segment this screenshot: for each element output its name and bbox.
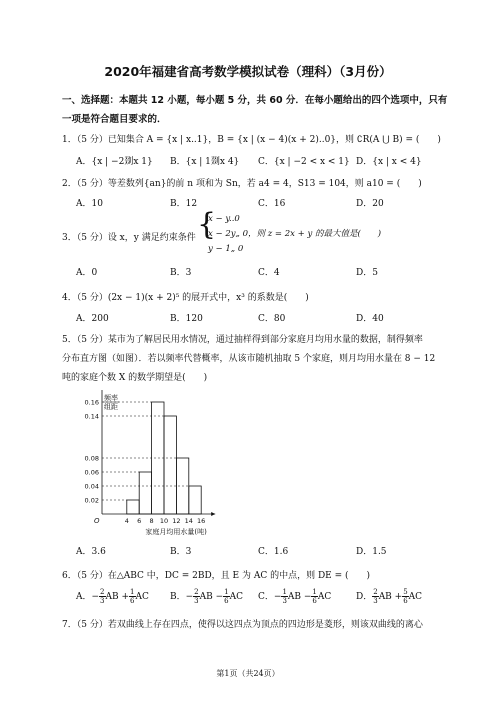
question-3: 3．（5 分）设 x，y 满足约束条件 (62, 233, 196, 243)
section-heading-line2: 一项是符合题目要求的． (62, 114, 167, 125)
q5-option-b: B．3 (170, 547, 192, 557)
q6-option-a: A．− $\frac{2}{3}$ AB + $\frac{1}{6}$ AC (76, 588, 149, 605)
q6-option-d: D． $\frac{2}{3}$ AB + $\frac{5}{6}$ AC (356, 588, 423, 605)
frequency-histogram (72, 390, 232, 540)
q1-option-d: D．{x | x < 4} (356, 157, 422, 167)
q5-option-a: A．3.6 (76, 547, 106, 557)
question-2: 2．（5 分）等差数列{an}的前 n 项和为 Sn，若 a4 = 4，S13 = 104，则 a10 = ( ) (62, 179, 422, 189)
question-5-line1: 5．（5 分）某市为了解居民用水情况，通过抽样得到部分家庭月均用水量的数据，制得频率 (62, 335, 423, 345)
y-axis-label-bottom: 组距 (104, 403, 118, 411)
x-axis-label: 家庭月均用水量(吨) (145, 528, 207, 536)
question-7: 7．（5 分）若双曲线上存在四点，使得以这四点为顶点的四边形是菱形，则该双曲线的离心 (62, 620, 423, 630)
q3-option-b: B．3 (170, 268, 192, 278)
paper-title: 2020年福建省高考数学模拟试卷（理科）（3月份） (104, 64, 392, 79)
q4-option-b: B．120 (170, 314, 203, 324)
y-tick-label: 0.06 (84, 468, 99, 477)
question-1: 1．（5 分）已知集合 A = {x | x..1}，B = {x | (x − 4)(x + 2)..0}，则 ∁R(A ⋃ B) = ( ) (62, 135, 441, 145)
constraint-1: x − y..0 (208, 214, 240, 224)
y-tick-label: 0.02 (84, 496, 99, 505)
histogram-bar (127, 500, 139, 514)
question-5-line3: 吨的家庭个数 X 的数学期望是( ) (62, 373, 208, 383)
x-tick-label: 4 (124, 517, 129, 525)
q3-option-c: C．4 (258, 268, 280, 278)
x-tick-label: 14 (184, 517, 193, 525)
q1-option-c: C．{x | −2 < x < 1} (258, 157, 350, 167)
y-tick-label: 0.16 (84, 398, 99, 407)
q3-option-d: D．5 (356, 268, 378, 278)
x-tick-label: 6 (137, 517, 142, 525)
q5-option-d: D．1.5 (356, 547, 387, 557)
q2-option-d: D．20 (356, 199, 384, 209)
x-tick-label: 16 (197, 517, 206, 525)
q1-option-a: A．{x | −2剟x 1} (76, 157, 153, 167)
histogram-bar (189, 486, 201, 514)
y-axis-label-top: 频率 (104, 394, 118, 402)
q2-option-b: B．12 (170, 199, 198, 209)
x-tick-label: 10 (159, 517, 169, 525)
q1-option-b: B．{x | 1剟x 4} (170, 157, 240, 167)
section-heading-line1: 一、选择题：本题共 12 小题，每小题 5 分，共 60 分．在每小题给出的四个选项中，只有 (62, 95, 448, 106)
histogram-bar (164, 416, 176, 514)
q4-option-c: C．80 (258, 314, 286, 324)
q3-option-a: A．0 (76, 268, 98, 278)
x-tick-label: 12 (172, 517, 181, 525)
constraint-2: x − 2y„ 0，则 z = 2x + y 的最大值是( ) (208, 229, 382, 239)
q2-option-c: C．16 (258, 199, 286, 209)
q4-option-a: A．200 (76, 314, 109, 324)
question-4: 4．（5 分）(2x − 1)(x + 2)⁵ 的展开式中，x³ 的系数是( ) (62, 293, 309, 303)
x-axis-arrow (211, 512, 215, 516)
x-tick-label: 8 (149, 517, 154, 525)
q2-option-a: A．10 (76, 199, 103, 209)
system-brace: { (197, 207, 217, 242)
origin-label: O (94, 517, 100, 525)
question-6: 6．（5 分）在△ABC 中，DC = 2BD，且 E 为 AC 的中点，则 DE = ( ) (62, 571, 371, 581)
y-tick-label: 0.04 (84, 482, 99, 491)
q6-option-c: C．− $\frac{1}{3}$ AB − $\frac{1}{6}$ AC (258, 588, 332, 605)
histogram-bar (139, 472, 151, 514)
q6-option-b: B．− $\frac{2}{3}$ AB − $\frac{1}{6}$ AC (170, 588, 243, 605)
question-5-line2: 分布直方图（如图）．若以频率代替概率，从该市随机抽取 5 个家庭，则月均用水量在 8 − 12 (62, 354, 436, 364)
page-footer: 第1页（共24页） (216, 669, 280, 678)
y-tick-label: 0.08 (84, 454, 99, 463)
q4-option-d: D．40 (356, 314, 384, 324)
q5-option-c: C．1.6 (258, 547, 289, 557)
y-tick-label: 0.14 (84, 412, 99, 421)
constraint-3: y − 1„ 0 (208, 244, 244, 254)
